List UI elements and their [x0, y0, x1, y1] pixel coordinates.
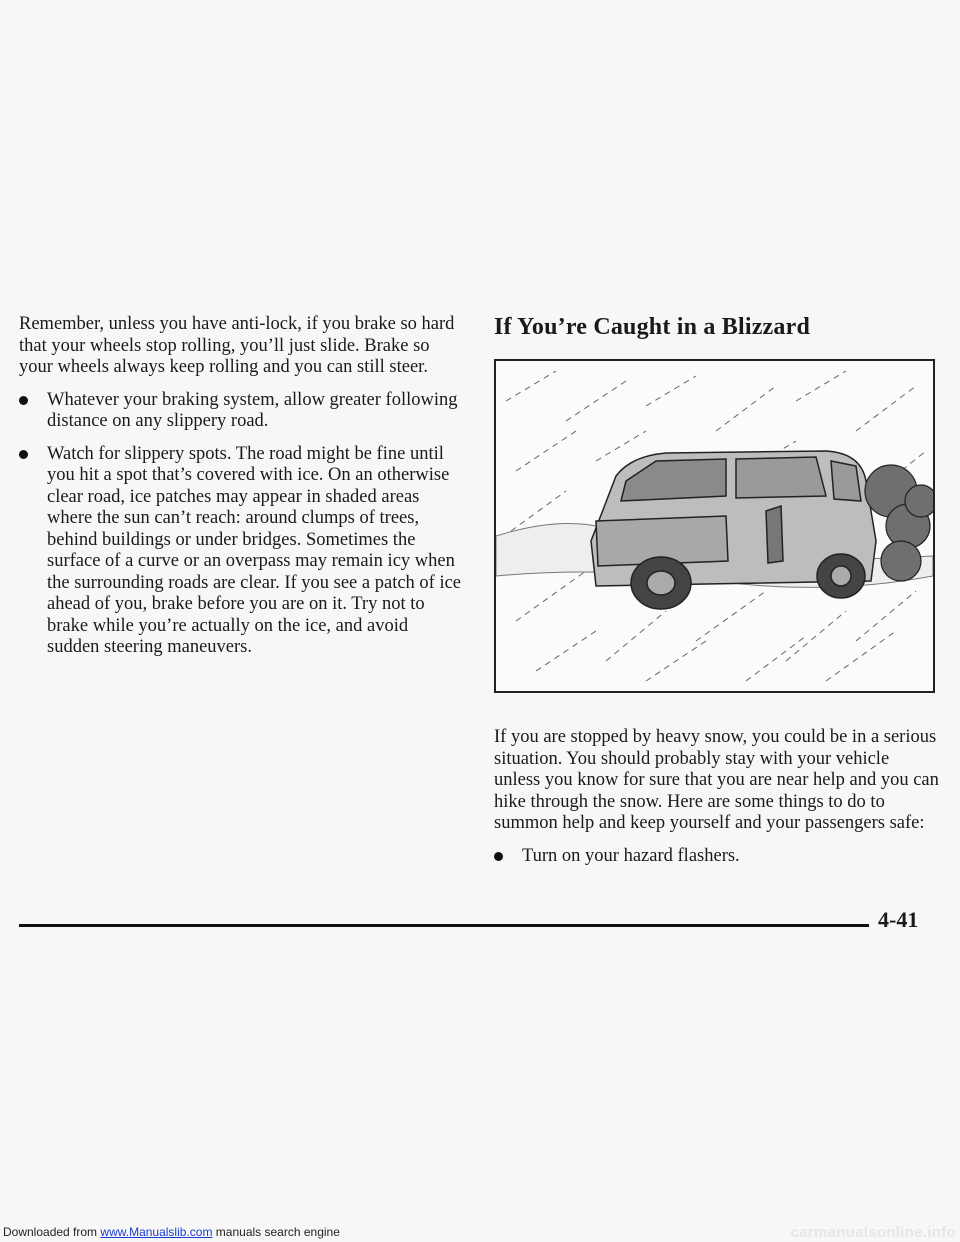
- blizzard-paragraph: If you are stopped by heavy snow, you could be in a serious situation. You should probably stay with your vehicle unless you know for sure that you are near help and you can hike through the snow. Here are some things to do to summon help and keep yourself and your passengers safe:: [494, 727, 939, 833]
- bullet-icon: [494, 852, 503, 861]
- page-number: 4-41: [878, 907, 919, 932]
- bullet-item: [19, 390, 464, 433]
- right-column-body: [494, 727, 939, 867]
- page-rule: [19, 924, 869, 927]
- snowed-in-vehicle-icon: [496, 361, 933, 691]
- bullet-text: Turn on your hazard flashers.: [522, 845, 740, 866]
- right-column-header: [494, 310, 939, 344]
- bullet-text: Whatever your braking system, allow greater following distance on any slippery road.: [47, 389, 458, 431]
- footer-prefix: Downloaded from: [3, 1225, 98, 1239]
- bullet-item: [494, 846, 939, 868]
- bullet-text: Watch for slippery spots. The road might be fine until you hit a spot that’s covered with ice. On an otherwise clear road, ice patches may appear in shaded areas where the sun can’t reach: around clumps of trees, behind buildings or under bridges. Sometimes the surface of a curve or an overpass may remain icy when the surrounding roads are clear. If you see a patch of ice ahead of you, brake before you are on it. Try not to brake while you’re actually on the ice, and avoid sudden steering maneuvers.: [47, 443, 462, 657]
- footer-suffix: manuals search engine: [215, 1225, 340, 1239]
- watermark: carmanualsonline.info: [790, 1224, 956, 1241]
- section-heading: If You’re Caught in a Blizzard: [494, 314, 811, 340]
- manualslib-link[interactable]: www.Manualslib.com: [100, 1225, 213, 1239]
- footer-bar: [0, 1224, 960, 1242]
- left-column: [19, 314, 464, 659]
- bullet-icon: [19, 396, 28, 405]
- intro-paragraph: Remember, unless you have anti-lock, if you brake so hard that your wheels stop rolling, you’ll just slide. Brake so your wheels always keep rolling and you can still steer.: [19, 314, 455, 377]
- blizzard-illustration: [494, 359, 935, 693]
- bullet-item: [19, 444, 464, 659]
- footer-credit: [3, 1225, 340, 1239]
- bullet-icon: [19, 450, 28, 459]
